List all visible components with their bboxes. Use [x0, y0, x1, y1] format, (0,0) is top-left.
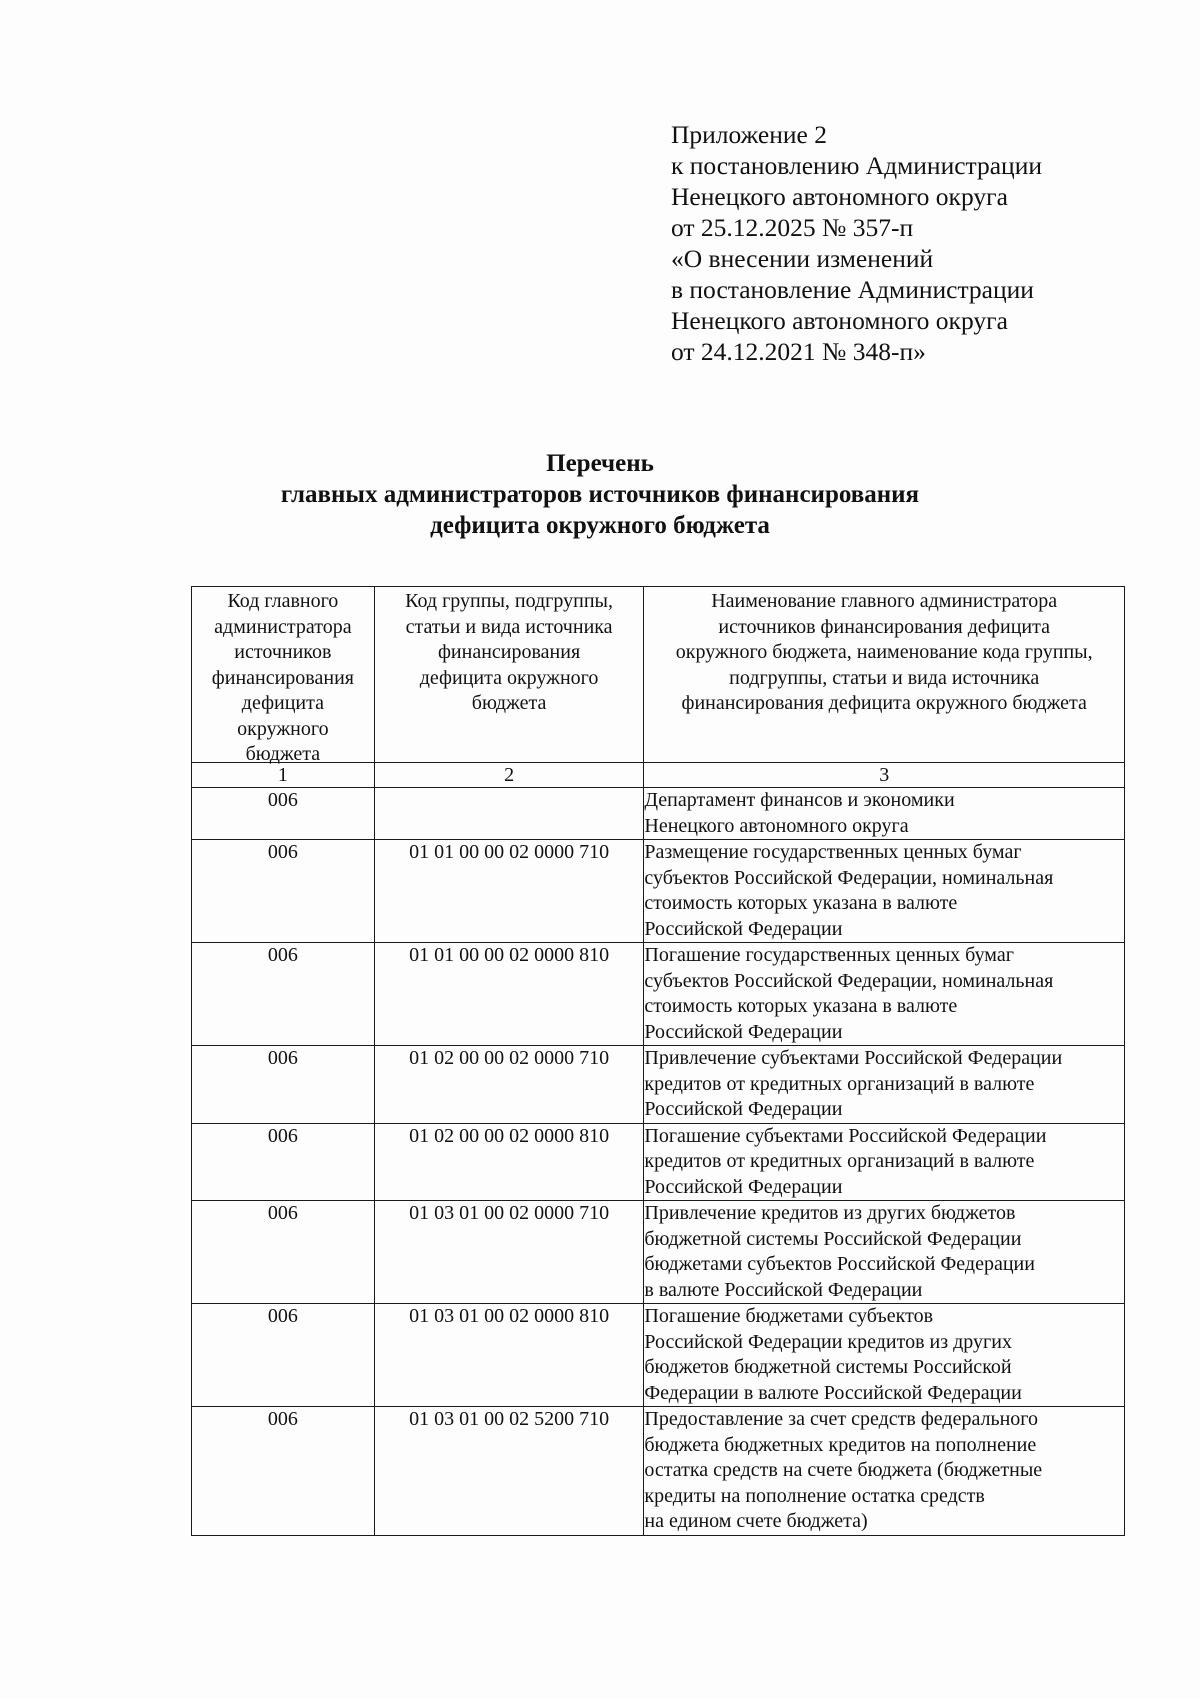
name-line: Погашение государственных ценных бумаг: [644, 944, 1014, 966]
table-row: [192, 840, 1125, 943]
appendix-line: к постановлению Администрации: [671, 151, 1042, 180]
table-row: [192, 1046, 1125, 1124]
name-line: стоимость которых указана в валюте: [644, 995, 958, 1017]
appendix-line: от 24.12.2021 № 348-п»: [671, 337, 926, 366]
header-line: финансирования дефицита окружного бюджета: [681, 692, 1087, 714]
table-row: [192, 1407, 1125, 1536]
name-cell: [644, 943, 1125, 1046]
header-line: дефицита: [241, 692, 324, 714]
source-code-cell: [374, 788, 644, 840]
header-line: бюджета: [245, 743, 321, 765]
header-line: источников: [234, 641, 332, 663]
source-code-cell: 01 02 00 00 02 0000 810: [374, 1123, 644, 1201]
source-code-cell: 01 03 01 00 02 5200 710: [374, 1407, 644, 1536]
admin-code-cell: 006: [192, 1304, 375, 1407]
header-line: источников финансирования дефицита: [718, 615, 1050, 638]
title-line: главных администраторов источников финансирования: [280, 481, 920, 508]
name-line: кредиты на пополнение остатка средств: [644, 1484, 985, 1507]
name-line: Российской Федерации: [644, 1175, 843, 1198]
name-line: Привлечение кредитов из других бюджетов: [644, 1202, 1016, 1224]
admin-code-cell: 006: [192, 1201, 375, 1304]
column-number: 2: [374, 763, 644, 788]
header-line: бюджета: [471, 692, 547, 714]
name-line: на едином счете бюджета): [644, 1510, 868, 1532]
administrators-table: [191, 586, 1125, 1536]
table-row: [192, 1123, 1125, 1201]
admin-code-cell: 006: [192, 1046, 375, 1124]
title-line: дефицита окружного бюджета: [430, 512, 770, 539]
name-line: Российской Федерации: [644, 1098, 843, 1120]
name-line: Привлечение субъектами Российской Федерации: [644, 1047, 1063, 1069]
column-numbers-row: [192, 763, 1125, 788]
admin-code-cell: 006: [192, 1407, 375, 1536]
appendix-line: Ненецкого автономного округа: [671, 182, 1008, 211]
name-line: Погашение бюджетами субъектов: [644, 1305, 934, 1327]
source-code-cell: 01 03 01 00 02 0000 810: [374, 1304, 644, 1407]
header-source-code: [374, 587, 644, 763]
name-line: Федерации в валюте Российской Федерации: [644, 1381, 1022, 1404]
admin-code-cell: 006: [192, 840, 375, 943]
name-line: Ненецкого автономного округа: [644, 814, 909, 837]
name-line: Погашение субъектами Российской Федерации: [644, 1124, 1047, 1147]
column-number: 3: [644, 763, 1125, 788]
name-cell: [644, 1304, 1125, 1407]
header-admin-code: [192, 587, 375, 763]
header-line: финансирования: [211, 666, 354, 689]
header-line: администратора: [214, 615, 352, 638]
name-line: Предоставление за счет средств федерального: [644, 1408, 1039, 1430]
header-line: Код главного: [227, 590, 339, 612]
appendix-line: Приложение 2: [671, 120, 827, 149]
table-row: [192, 943, 1125, 1046]
name-line: кредитов от кредитных организаций в валюте: [644, 1072, 1035, 1095]
table-row: [192, 1304, 1125, 1407]
admin-code-cell: 006: [192, 1123, 375, 1201]
name-line: Департамент финансов и экономики: [644, 789, 955, 811]
appendix-header: [671, 119, 1141, 367]
source-code-cell: 01 01 00 00 02 0000 710: [374, 840, 644, 943]
name-line: бюджетной системы Российской Федерации: [644, 1227, 1022, 1250]
source-code-cell: 01 03 01 00 02 0000 710: [374, 1201, 644, 1304]
name-line: бюджетов бюджетной системы Российской: [644, 1356, 1012, 1378]
header-line: Код группы, подгруппы,: [405, 590, 613, 612]
name-line: бюджетами субъектов Российской Федерации: [644, 1253, 1035, 1275]
appendix-line: от 25.12.2025 № 357-п: [671, 213, 914, 242]
header-line: дефицита окружного: [419, 666, 599, 689]
name-line: субъектов Российской Федерации, номинальная: [644, 969, 1054, 992]
title-line: Перечень: [546, 450, 654, 477]
name-line: Российской Федерации: [644, 917, 843, 940]
table-row: [192, 788, 1125, 840]
name-line: стоимость которых указана в валюте: [644, 892, 958, 914]
header-line: финансирования: [437, 641, 581, 663]
table-row: [192, 1201, 1125, 1304]
header-line: Наименование главного администратора: [711, 590, 1058, 612]
name-cell: [644, 840, 1125, 943]
name-cell: [644, 788, 1125, 840]
header-line: окружного бюджета, наименование кода группы,: [675, 641, 1093, 663]
appendix-line: Ненецкого автономного округа: [671, 306, 1008, 335]
name-line: кредитов от кредитных организаций в валюте: [644, 1150, 1035, 1172]
name-line: бюджета бюджетных кредитов на пополнение: [644, 1433, 1037, 1456]
column-number: 1: [192, 763, 375, 788]
header-line: окружного: [237, 717, 329, 740]
appendix-line: «О внесении изменений: [671, 244, 934, 273]
name-cell: [644, 1407, 1125, 1536]
header-line: подгруппы, статьи и вида источника: [729, 666, 1040, 689]
admin-code-cell: 006: [192, 943, 375, 1046]
source-code-cell: 01 02 00 00 02 0000 710: [374, 1046, 644, 1124]
name-line: остатка средств на счете бюджета (бюджетные: [644, 1459, 1043, 1481]
name-line: Размещение государственных ценных бумаг: [644, 841, 1022, 863]
document-title: [150, 448, 1050, 541]
name-cell: [644, 1123, 1125, 1201]
source-code-cell: 01 01 00 00 02 0000 810: [374, 943, 644, 1046]
name-cell: [644, 1201, 1125, 1304]
name-line: в валюте Российской Федерации: [644, 1278, 923, 1301]
name-cell: [644, 1046, 1125, 1124]
name-line: Российской Федерации кредитов из других: [644, 1330, 1012, 1353]
appendix-line: в постановление Администрации: [671, 275, 1034, 304]
name-line: субъектов Российской Федерации, номинальная: [644, 866, 1054, 889]
table-header-row: [192, 587, 1125, 763]
header-name: [644, 587, 1125, 763]
name-line: Российской Федерации: [644, 1020, 843, 1043]
header-line: статьи и вида источника: [405, 615, 613, 638]
admin-code-cell: 006: [192, 788, 375, 840]
